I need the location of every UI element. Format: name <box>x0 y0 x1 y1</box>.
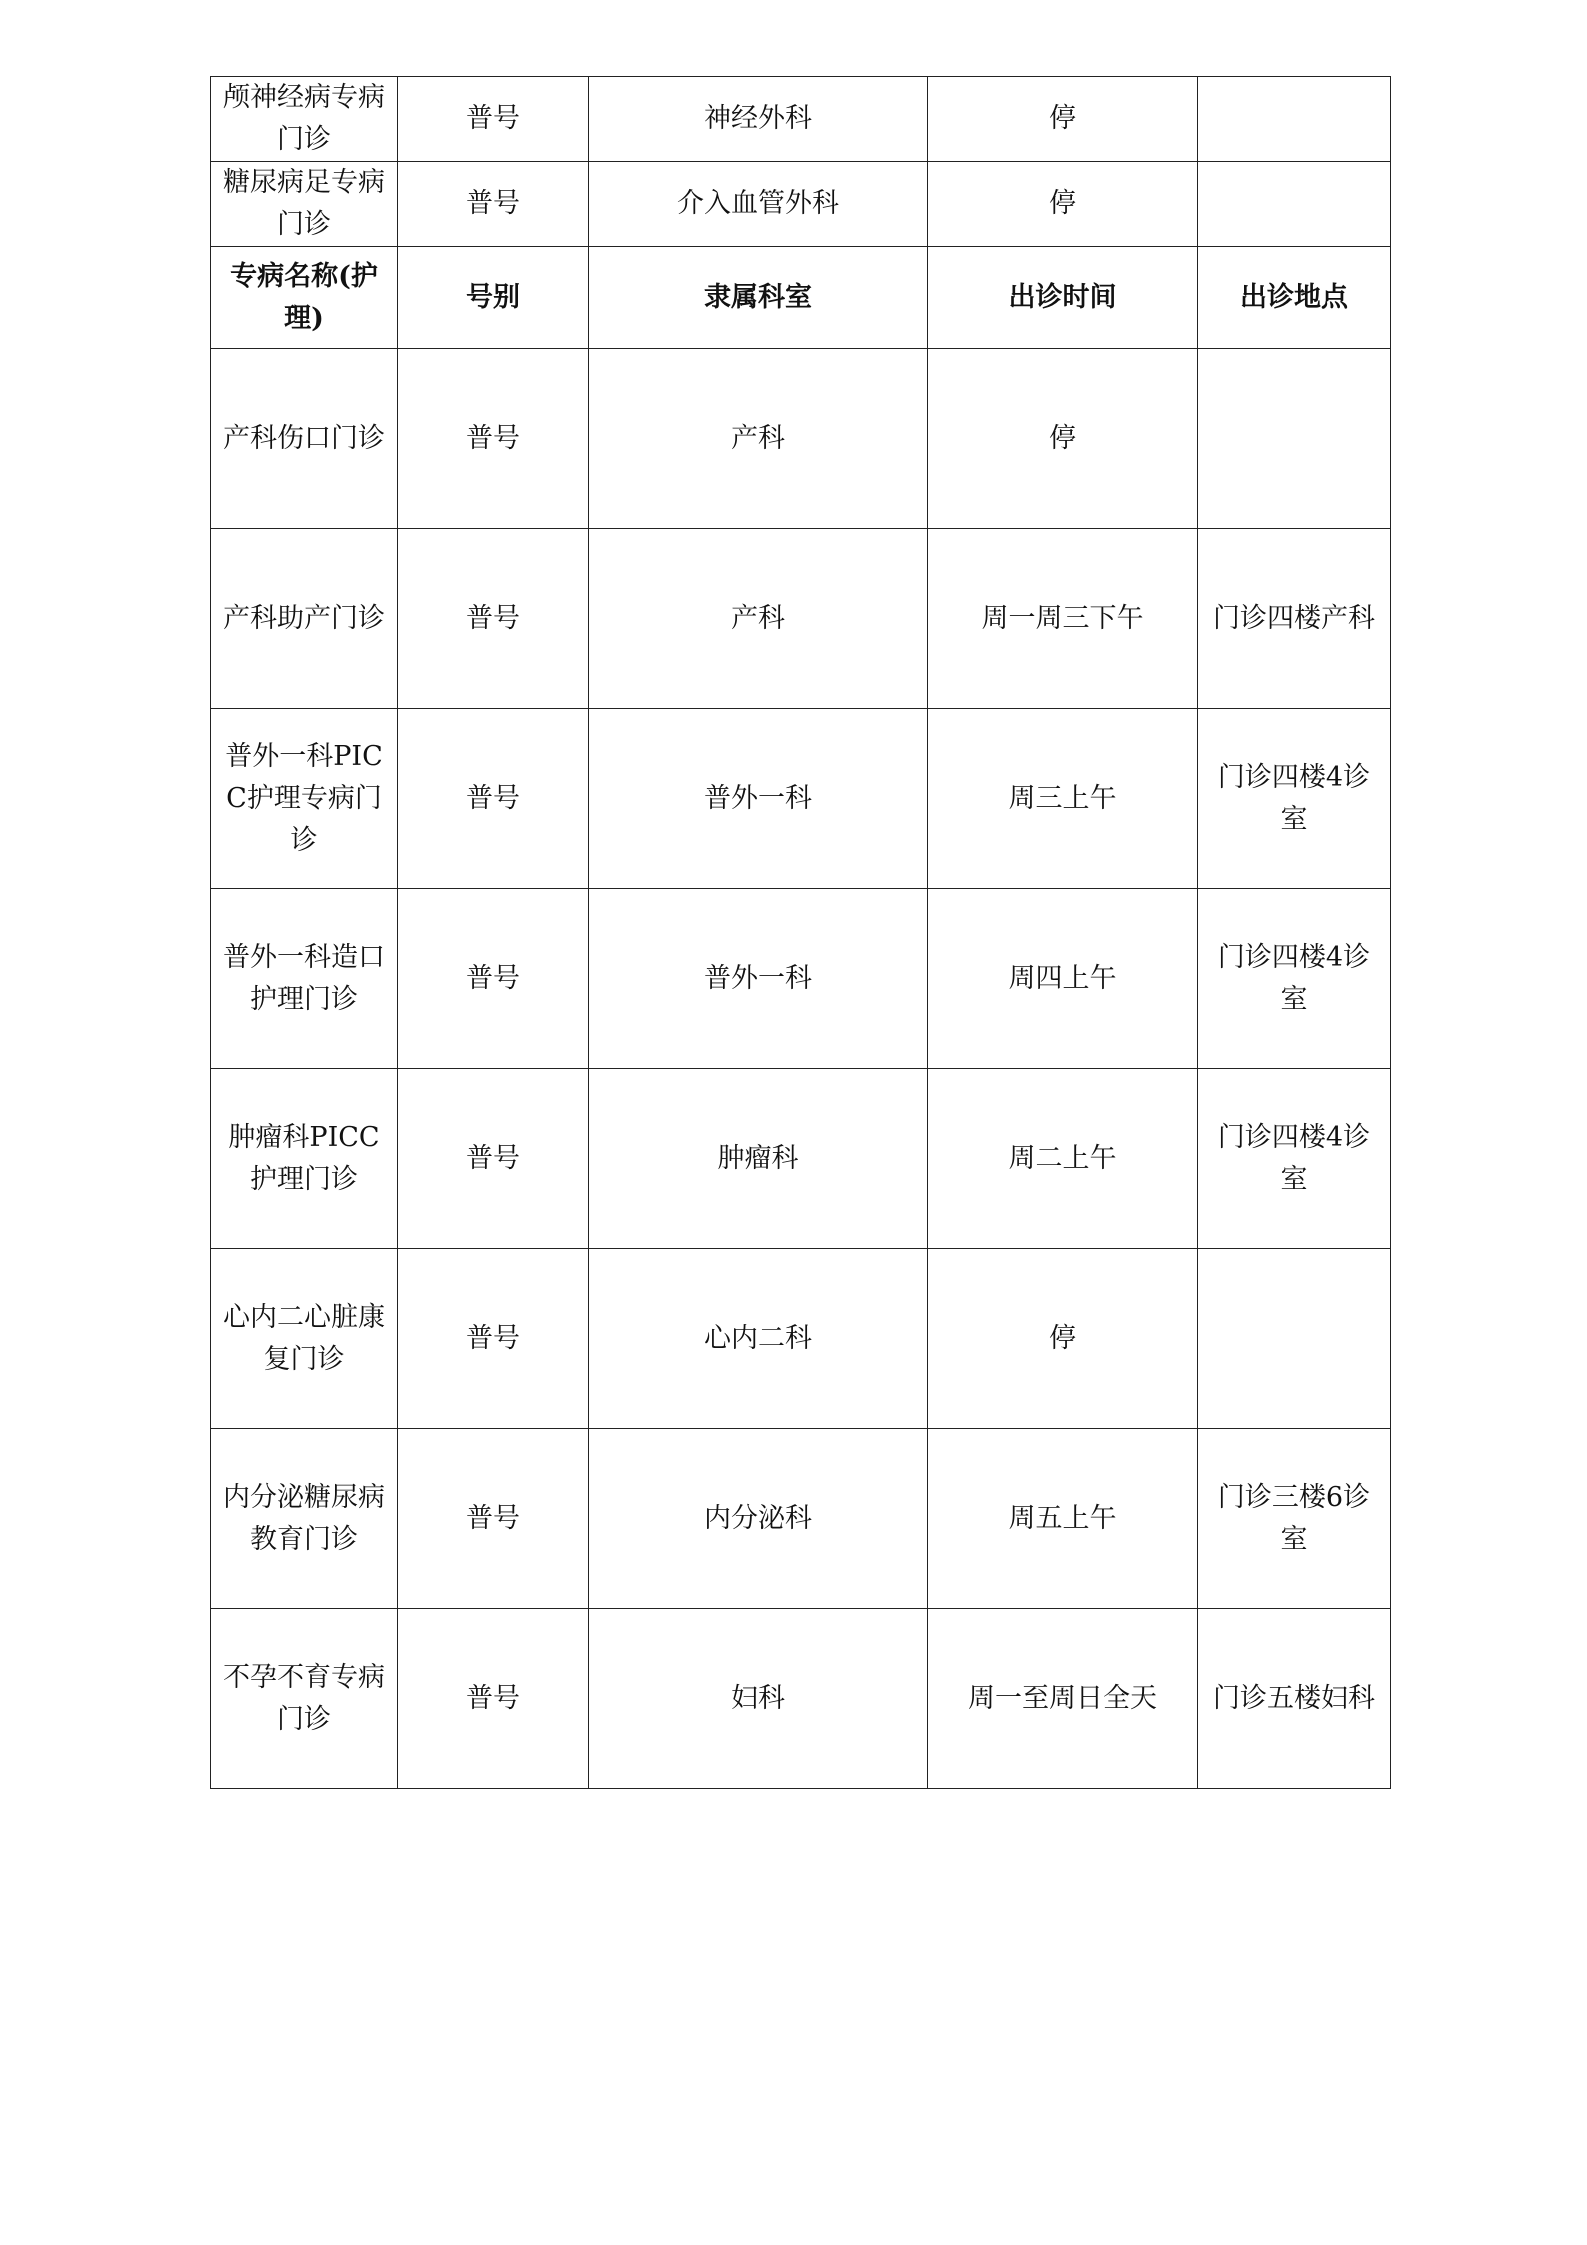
clinic-time-cell: 周二上午 <box>928 1069 1198 1249</box>
table-row <box>211 529 1391 709</box>
department-cell: 心内二科 <box>589 1249 928 1429</box>
header-department: 隶属科室 <box>589 247 928 349</box>
table-row <box>211 1429 1391 1609</box>
table-row <box>211 1609 1391 1789</box>
clinic-location-cell: 门诊三楼6诊室 <box>1198 1429 1391 1609</box>
clinic-time-cell: 周三上午 <box>928 709 1198 889</box>
department-cell: 普外一科 <box>589 709 928 889</box>
table-row <box>211 889 1391 1069</box>
department-cell: 普外一科 <box>589 889 928 1069</box>
clinic-location-cell: 门诊四楼4诊室 <box>1198 889 1391 1069</box>
clinic-name-cell: 心内二心脏康复门诊 <box>211 1249 398 1429</box>
registration-level-cell: 普号 <box>398 77 589 162</box>
clinic-location-cell: 门诊五楼妇科 <box>1198 1609 1391 1789</box>
department-cell: 肿瘤科 <box>589 1069 928 1249</box>
registration-level-cell: 普号 <box>398 889 589 1069</box>
table-row <box>211 709 1391 889</box>
clinic-time-cell: 周五上午 <box>928 1429 1198 1609</box>
clinic-time-cell: 周四上午 <box>928 889 1198 1069</box>
clinic-location-cell <box>1198 77 1391 162</box>
registration-level-cell: 普号 <box>398 529 589 709</box>
department-cell: 产科 <box>589 349 928 529</box>
registration-level-cell: 普号 <box>398 1609 589 1789</box>
department-cell: 产科 <box>589 529 928 709</box>
header-clinic-time: 出诊时间 <box>928 247 1198 349</box>
clinic-name-cell: 糖尿病足专病门诊 <box>211 162 398 247</box>
registration-level-cell: 普号 <box>398 1249 589 1429</box>
table-row <box>211 162 1391 247</box>
clinic-name-cell: 普外一科PICC护理专病门诊 <box>211 709 398 889</box>
clinic-name-cell: 产科伤口门诊 <box>211 349 398 529</box>
clinic-time-cell: 周一至周日全天 <box>928 1609 1198 1789</box>
registration-level-cell: 普号 <box>398 1429 589 1609</box>
clinic-time-cell: 周一周三下午 <box>928 529 1198 709</box>
clinic-location-cell: 门诊四楼4诊室 <box>1198 1069 1391 1249</box>
department-cell: 介入血管外科 <box>589 162 928 247</box>
registration-level-cell: 普号 <box>398 709 589 889</box>
header-clinic-location: 出诊地点 <box>1198 247 1391 349</box>
clinic-name-cell: 肿瘤科PICC护理门诊 <box>211 1069 398 1249</box>
clinic-location-cell: 门诊四楼4诊室 <box>1198 709 1391 889</box>
clinic-time-cell: 停 <box>928 162 1198 247</box>
table-row <box>211 1069 1391 1249</box>
department-cell: 妇科 <box>589 1609 928 1789</box>
header-clinic-name: 专病名称(护理) <box>211 247 398 349</box>
clinic-time-cell: 停 <box>928 1249 1198 1429</box>
table-row <box>211 1249 1391 1429</box>
department-cell: 神经外科 <box>589 77 928 162</box>
registration-level-cell: 普号 <box>398 1069 589 1249</box>
registration-level-cell: 普号 <box>398 349 589 529</box>
clinic-name-cell: 不孕不育专病门诊 <box>211 1609 398 1789</box>
clinic-name-cell: 颅神经病专病门诊 <box>211 77 398 162</box>
department-cell: 内分泌科 <box>589 1429 928 1609</box>
clinic-location-cell: 门诊四楼产科 <box>1198 529 1391 709</box>
clinic-location-cell <box>1198 162 1391 247</box>
clinic-time-cell: 停 <box>928 349 1198 529</box>
clinic-name-cell: 内分泌糖尿病教育门诊 <box>211 1429 398 1609</box>
clinic-location-cell <box>1198 349 1391 529</box>
table-row <box>211 349 1391 529</box>
clinic-name-cell: 普外一科造口护理门诊 <box>211 889 398 1069</box>
clinic-location-cell <box>1198 1249 1391 1429</box>
clinic-name-cell: 产科助产门诊 <box>211 529 398 709</box>
table-header-row <box>211 247 1391 349</box>
clinic-time-cell: 停 <box>928 77 1198 162</box>
registration-level-cell: 普号 <box>398 162 589 247</box>
table-row <box>211 77 1391 162</box>
clinic-schedule-table <box>210 76 1391 1789</box>
header-registration-level: 号别 <box>398 247 589 349</box>
